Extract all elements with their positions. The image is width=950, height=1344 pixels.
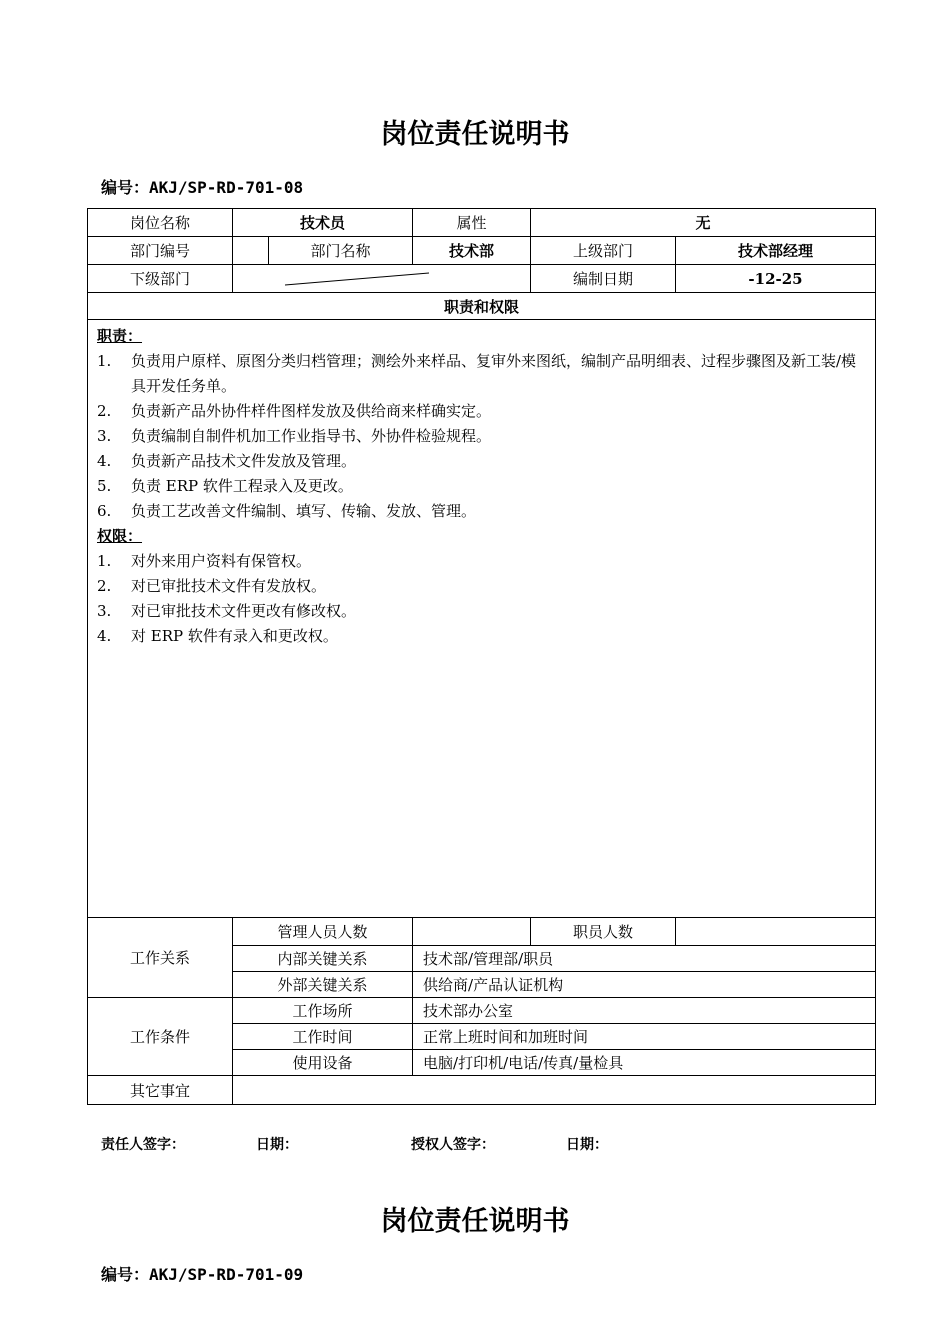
equipment-value: 电脑/打印机/电话/传真/量检具 [413, 1050, 876, 1076]
job-responsibility-table [87, 208, 876, 1105]
date-value: -12-25 [676, 265, 876, 293]
list-item [97, 449, 867, 474]
table-row [88, 265, 876, 293]
duties-list [97, 349, 867, 524]
list-item [97, 349, 867, 399]
staff-count-label: 职员人数 [531, 918, 676, 946]
authorizer-signature-label: 授权人签字： [411, 1137, 495, 1153]
list-item-text: 对 ERP 软件有录入和更改权。 [131, 627, 338, 645]
authority-title: 权限： [97, 527, 143, 545]
list-item [97, 399, 867, 424]
table-row [88, 293, 876, 320]
post-name-value: 技术员 [233, 209, 413, 237]
subordinate-value [233, 265, 531, 293]
list-item-number: 1. [97, 552, 112, 570]
manager-count-value [413, 918, 531, 946]
list-item-text: 负责用户原样、原图分类归档管理；测绘外来样品、复审外来图纸，编制产品明细表、过程步骤图及新工装/模具开发任务单。 [131, 352, 857, 395]
list-item-number: 2. [97, 577, 112, 595]
superior-value: 技术部经理 [676, 237, 876, 265]
authority-list [97, 549, 867, 649]
document-code-2: 编号：AKJ/SP-RD-701-09 [101, 1265, 304, 1284]
table-row [88, 998, 876, 1024]
duties-title: 职责： [97, 327, 143, 345]
list-item [97, 574, 867, 599]
time-value: 正常上班时间和加班时间 [413, 1024, 876, 1050]
date-label-2: 日期： [566, 1137, 608, 1153]
list-item-number: 3. [97, 427, 112, 445]
list-item [97, 549, 867, 574]
list-item [97, 599, 867, 624]
subordinate-label: 下级部门 [88, 265, 233, 293]
date-label: 编制日期 [531, 265, 676, 293]
list-item-number: 4. [97, 452, 112, 470]
attribute-value: 无 [531, 209, 876, 237]
table-row [88, 209, 876, 237]
list-item-number: 1. [97, 352, 112, 370]
list-item-number: 6. [97, 502, 112, 520]
duties-content [88, 320, 876, 918]
table-row [88, 320, 876, 918]
list-item-text: 对已审批技术文件更改有修改权。 [131, 602, 357, 620]
list-item-text: 负责新产品外协件样件图样发放及供给商来样确实定。 [131, 402, 492, 420]
list-item-text: 负责编制自制件机加工作业指导书、外协件检验规程。 [131, 427, 492, 445]
equipment-label: 使用设备 [233, 1050, 413, 1076]
list-item-number: 4. [97, 627, 112, 645]
list-item-number: 2. [97, 402, 112, 420]
list-item [97, 499, 867, 524]
other-value [233, 1076, 876, 1105]
duties-heading: 职责和权限 [88, 293, 876, 320]
list-item-text: 负责工艺改善文件编制、填写、传输、发放、管理。 [131, 502, 477, 520]
slash-line [233, 265, 531, 293]
list-item [97, 624, 867, 649]
list-item-text: 负责 ERP 软件工程录入及更改。 [131, 477, 353, 495]
attribute-label: 属性 [413, 209, 531, 237]
place-label: 工作场所 [233, 998, 413, 1024]
post-name-label: 岗位名称 [88, 209, 233, 237]
dept-no-value [233, 237, 269, 265]
list-item [97, 424, 867, 449]
staff-count-value [676, 918, 876, 946]
list-item-text: 对已审批技术文件有发放权。 [131, 577, 327, 595]
list-item-number: 5. [97, 477, 112, 495]
dept-name-label: 部门名称 [269, 237, 413, 265]
internal-label: 内部关键关系 [233, 946, 413, 972]
internal-value: 技术部/管理部/职员 [413, 946, 876, 972]
relations-label: 工作关系 [88, 918, 233, 998]
table-row [88, 918, 876, 946]
page-title-2: 岗位责任说明书 [380, 1206, 570, 1237]
time-label: 工作时间 [233, 1024, 413, 1050]
external-label: 外部关键关系 [233, 972, 413, 998]
document-code: 编号：AKJ/SP-RD-701-08 [101, 178, 304, 197]
list-item [97, 474, 867, 499]
table-row [88, 237, 876, 265]
external-value: 供给商/产品认证机构 [413, 972, 876, 998]
page-title: 岗位责任说明书 [380, 119, 570, 150]
place-value: 技术部办公室 [413, 998, 876, 1024]
list-item-text: 对外来用户资料有保管权。 [131, 552, 312, 570]
superior-label: 上级部门 [531, 237, 676, 265]
date-label-1: 日期： [256, 1137, 298, 1153]
other-label: 其它事宜 [88, 1076, 233, 1105]
dept-no-label: 部门编号 [88, 237, 233, 265]
dept-name-value: 技术部 [413, 237, 531, 265]
list-item-text: 负责新产品技术文件发放及管理。 [131, 452, 357, 470]
list-item-number: 3. [97, 602, 112, 620]
manager-count-label: 管理人员人数 [233, 918, 413, 946]
conditions-label: 工作条件 [88, 998, 233, 1076]
table-row [88, 1076, 876, 1105]
responsible-signature-label: 责任人签字： [101, 1137, 185, 1153]
